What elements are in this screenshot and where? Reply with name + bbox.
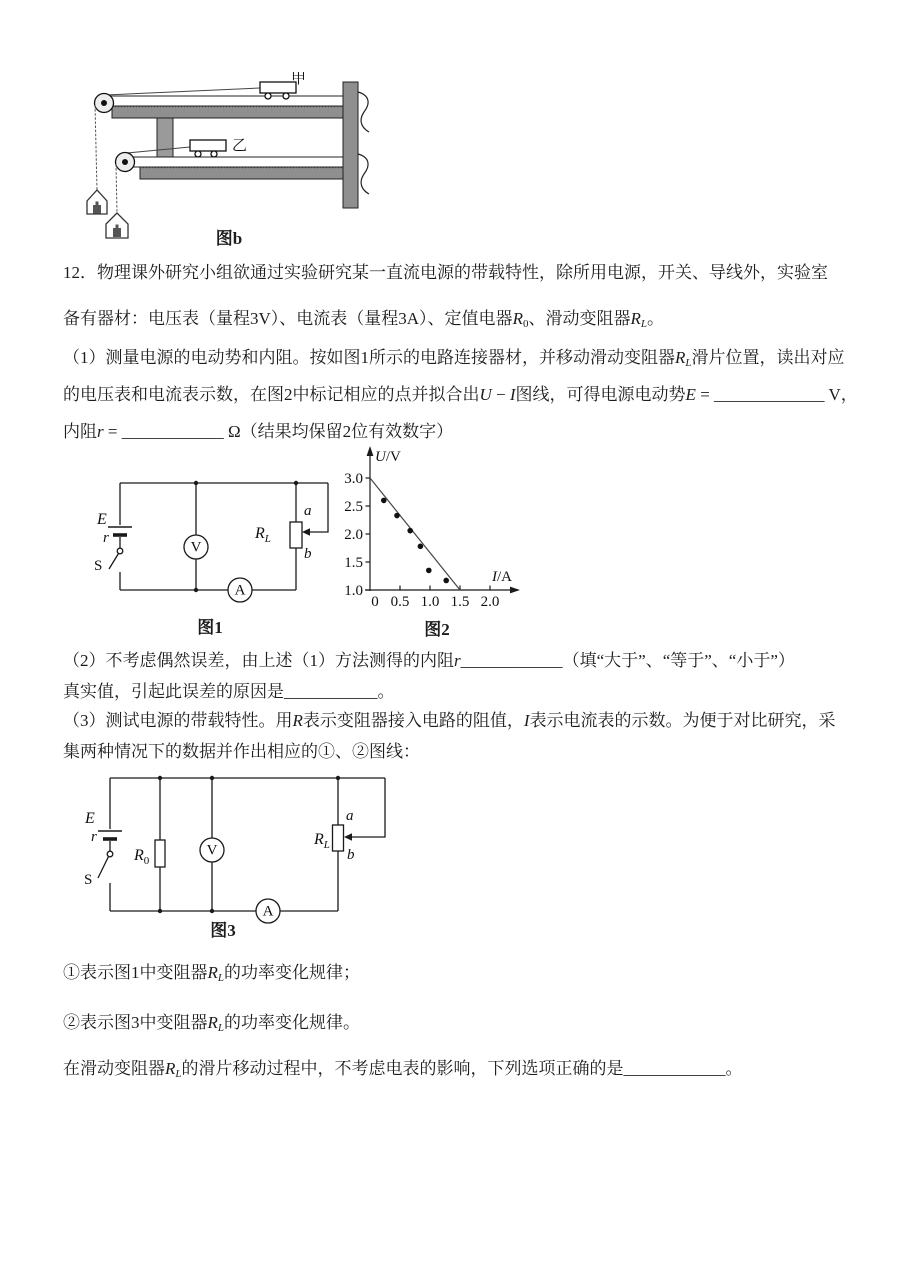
wiper-wire — [352, 778, 385, 837]
lower-track-beam — [140, 167, 343, 179]
text-line: 备有器材：电压表（量程3V）、电流表（量程3A）、定值电器$R_0$、滑动变阻器$R_L$。 — [63, 309, 664, 331]
text-line: （1）测量电源的电动势和内阻。按如图1所示的电路连接器材，并移动滑动变阻器$R_L$滑片位置，读出对应 — [63, 348, 845, 370]
emf-label: E — [97, 511, 107, 528]
internal-resistance-label: r — [91, 829, 97, 845]
upper-cord — [358, 92, 369, 132]
data-point — [418, 544, 424, 550]
switch-label: S — [84, 872, 93, 888]
cart-yi-label: 乙 — [232, 138, 248, 154]
junction-dot — [158, 909, 162, 913]
r0-resistor-body — [155, 840, 165, 867]
lower-weight-hanger — [106, 213, 128, 238]
text-line: 真实值，引起此误差的原因是___________。 — [63, 682, 395, 701]
upper-pulley — [95, 94, 114, 113]
paragraph-part1 — [63, 339, 858, 450]
data-point — [426, 568, 432, 574]
figure-3-caption: 图3 — [210, 921, 236, 940]
junction-dot — [194, 481, 198, 485]
x-tick-label: 2.0 — [480, 594, 500, 610]
text-line: 集两种情况下的数据并作出相应的①、②图线： — [63, 742, 420, 761]
junction-dot — [210, 909, 214, 913]
y-tick-label: 2.0 — [344, 527, 363, 543]
cart-jia-label: 甲 — [291, 72, 307, 87]
figure-b-caption: 图b — [215, 229, 243, 248]
text-line: （2）不考虑偶然误差，由上述（1）方法测得的内阻r____________（填“大于”、“等于”、“小于”） — [63, 651, 795, 670]
x-axis-title: I/A — [492, 569, 512, 585]
paragraph-q12 — [63, 250, 828, 342]
text-line: 在滑动变阻器$R_L$的滑片移动过程中，不考虑电表的影响，下列选项正确的是____________。 — [63, 1059, 743, 1081]
text-line: 12．物理课外研究小组欲通过实验研究某一直流电源的带载特性，除所用电源，开关、导线外，实验室 — [63, 263, 828, 282]
junction-dot — [194, 588, 198, 592]
upper-weight-hanger — [87, 190, 107, 214]
lower-cord — [358, 154, 369, 194]
switch-contact — [107, 851, 113, 857]
lower-pulley — [116, 153, 135, 172]
wiper-arrow-icon — [344, 833, 352, 841]
x-tick-label: 0.5 — [390, 594, 410, 610]
paragraph-cond1 — [63, 957, 360, 988]
y-tick-label: 3.0 — [344, 471, 363, 487]
y-tick-label: 2.5 — [344, 499, 363, 515]
terminal-a-label: a — [304, 503, 312, 519]
terminal-b-label: b — [347, 847, 355, 863]
figure-1-circuit — [85, 462, 355, 612]
ammeter-letter: A — [262, 903, 274, 920]
upper-track-surface — [98, 96, 343, 106]
r0-label: $R_0$ — [134, 847, 150, 867]
text-line: ①表示图1中变阻器$R_L$的功率变化规律； — [63, 963, 361, 985]
upper-hanging-string — [95, 105, 97, 190]
x-tick-label: 1.0 — [420, 594, 440, 610]
junction-dot — [158, 776, 162, 780]
paragraph-final — [63, 1053, 743, 1084]
middle-column — [157, 118, 173, 157]
upper-track-beam — [112, 106, 343, 118]
terminal-b-label: b — [304, 546, 312, 562]
data-point — [407, 528, 413, 534]
text-line: （3）测试电源的带载特性。用R表示变阻器接入电路的阻值，I表示电流表的示数。为便于对比研究，采 — [63, 711, 836, 730]
cart-yi — [190, 140, 226, 157]
switch-contact — [117, 548, 123, 554]
junction-dot — [336, 776, 340, 780]
text-line: 的电压表和电流表示数，在图2中标记相应的点并拟合出U − I图线，可得电源电动势E = _____________ V， — [63, 385, 858, 404]
data-point — [381, 498, 387, 504]
junction-dot — [294, 481, 298, 485]
rheostat-label: $R_L$ — [255, 525, 271, 545]
x-tick-label: 0 — [371, 594, 379, 610]
data-point — [394, 513, 400, 519]
fit-line — [370, 478, 460, 590]
internal-resistance-label: r — [103, 530, 109, 546]
switch-label: S — [94, 558, 103, 574]
ammeter-letter: A — [234, 582, 246, 599]
paragraph-part2 — [63, 645, 795, 707]
x-tick-label: 1.5 — [450, 594, 470, 610]
rheostat-label: $R_L$ — [314, 831, 330, 851]
junction-dot — [210, 776, 214, 780]
y-tick-label: 1.5 — [344, 555, 363, 571]
support-bar — [343, 82, 358, 208]
x-axis-arrow-icon — [510, 587, 520, 594]
text-line: ②表示图3中变阻器$R_L$的功率变化规律。 — [63, 1013, 361, 1035]
paragraph-cond2 — [63, 1007, 360, 1038]
lower-track-surface — [128, 157, 343, 167]
y-axis-arrow-icon — [367, 446, 374, 456]
text-line: 内阻r = ____________ Ω（结果均保留2位有效数字） — [63, 422, 454, 441]
wiper-wire — [310, 483, 328, 532]
figure-1-caption: 图1 — [197, 618, 223, 637]
y-axis-title: U/V — [375, 449, 401, 465]
switch-lever — [109, 554, 119, 570]
voltmeter-letter: V — [190, 539, 202, 556]
figure-2-caption: 图2 — [424, 620, 450, 639]
emf-label: E — [85, 810, 95, 827]
switch-lever — [98, 857, 109, 879]
y-tick-label: 1.0 — [344, 583, 363, 599]
figure-3-circuit — [80, 770, 400, 928]
paragraph-part3 — [63, 705, 836, 767]
wiper-arrow-icon — [302, 528, 310, 536]
rheostat-body — [333, 825, 344, 851]
data-point — [443, 578, 449, 584]
lower-hanging-string — [116, 164, 117, 213]
voltmeter-letter: V — [206, 842, 218, 859]
terminal-a-label: a — [346, 808, 354, 824]
rheostat-body — [290, 522, 302, 548]
upper-pull-string — [106, 88, 260, 95]
fig2-plot — [344, 471, 499, 610]
